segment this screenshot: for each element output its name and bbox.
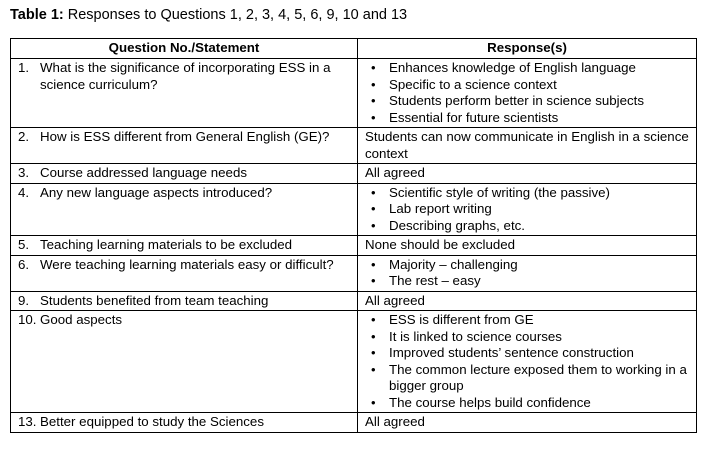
response-text: Students can now communicate in English in a science context [365,129,689,161]
caption-label: Table 1: [10,7,64,23]
header-response: Response(s) [358,39,697,59]
table-row [11,128,697,164]
question-cell [11,59,358,128]
table-row [11,255,697,291]
response-list-item: • Specific to a science context [365,77,691,94]
response-list-item: • Improved students’ sentence construction [365,345,691,362]
question-text: Were teaching learning materials easy or difficult? [40,256,334,272]
table-header-row [11,39,697,59]
response-list-item: • Scientific style of writing (the passive) [365,185,691,202]
response-cell [358,164,697,184]
response-text: All agreed [365,165,425,180]
question-number: 9. [18,292,30,308]
response-list-item: • Students perform better in science subjects [365,93,691,110]
question-cell [11,128,358,164]
response-text: All agreed [365,292,425,308]
question-number: 6. [18,256,30,272]
question-text: Course addressed language needs [40,165,247,180]
response-list-item: • Majority – challenging [365,257,691,274]
table-row [11,183,697,236]
response-list-item: • The rest – easy [365,273,691,290]
question-cell [11,183,358,236]
question-cell [11,164,358,184]
response-cell [358,311,697,413]
question-cell [11,255,358,291]
question-cell [11,311,358,413]
response-cell [358,291,697,311]
response-list-item: • Enhances knowledge of English language [365,60,691,77]
response-list-item: • The course helps build confidence [365,395,691,412]
question-number: 5. [18,237,30,252]
question-text: Teaching learning materials to be excluded [40,237,293,252]
response-text: None should be excluded [365,237,516,252]
response-list [365,185,691,235]
question-cell [11,413,358,433]
question-number: 3. [18,165,30,180]
response-list-item: • Describing graphs, etc. [365,218,691,235]
response-list [365,312,691,411]
table-row [11,59,697,128]
response-cell [358,59,697,128]
question-number: 2. [18,129,30,144]
response-list-item: • It is linked to science courses [365,329,691,346]
question-number: 4. [18,184,30,200]
table-caption [10,7,407,23]
response-cell [358,128,697,164]
response-list [365,257,691,290]
response-list-item: • Lab report writing [365,201,691,218]
response-cell [358,255,697,291]
response-cell [358,236,697,256]
table-row [11,311,697,413]
question-number: 13. [18,414,37,429]
response-text: All agreed [365,414,425,429]
table-row [11,236,697,256]
response-list-item: • Essential for future scientists [365,110,691,127]
question-text: Better equipped to study the Sciences [40,414,264,429]
response-list [365,60,691,126]
table-row [11,413,697,433]
question-text: Good aspects [40,312,123,327]
responses-table [10,38,697,433]
response-list-item: • ESS is different from GE [365,312,691,329]
question-text: Any new language aspects introduced? [40,184,273,200]
table-row [11,164,697,184]
question-cell [11,236,358,256]
question-text: What is the significance of incorporating ESS in a science curriculum? [40,60,331,92]
response-cell [358,413,697,433]
caption-text: Responses to Questions 1, 2, 3, 4, 5, 6, 9, 10 and 13 [63,7,408,23]
question-number: 1. [18,60,30,75]
question-text: Students benefited from team teaching [40,292,269,308]
response-list-item: • The common lecture exposed them to working in a bigger group [365,362,691,395]
question-cell [11,291,358,311]
table-row [11,291,697,311]
question-number: 10. [18,312,37,327]
question-text: How is ESS different from General English (GE)? [40,129,330,144]
response-cell [358,183,697,236]
header-question: Question No./Statement [11,39,358,59]
